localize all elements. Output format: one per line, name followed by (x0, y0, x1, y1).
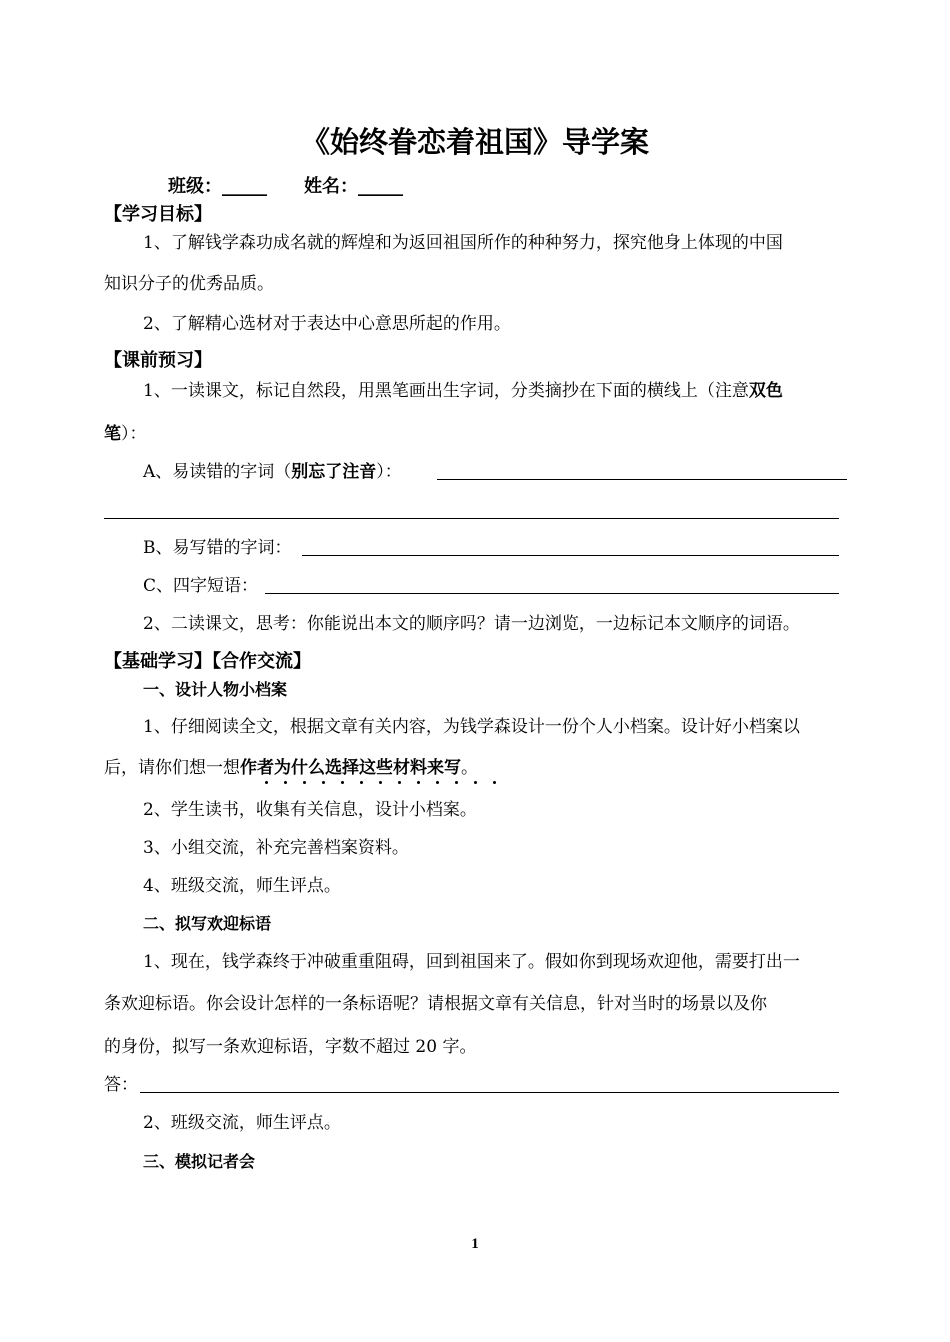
preview-c-answer-line[interactable] (265, 593, 839, 594)
answer-label: 答： (104, 1075, 138, 1095)
preview-b-answer-line[interactable] (302, 555, 839, 556)
preview-heading: 【课前预习】 (104, 350, 212, 371)
name-field-label: 姓名：_____ (304, 176, 403, 197)
objectives-heading: 【学习目标】 (104, 204, 212, 225)
page-number: 1 (471, 1236, 479, 1252)
preview-a-emphasis: 别忘了注音 (291, 462, 377, 482)
part-1-item-1-line-2 (104, 757, 478, 779)
preview-a-label (143, 461, 402, 483)
preview-c-label: C、四字短语： (143, 576, 259, 596)
part-2-item-1-line-3: 的身份，拟写一条欢迎标语，字数不超过 20 字。 (104, 1037, 477, 1057)
preview-1-emphasis: 双色 (748, 381, 783, 401)
basic-heading: 【基础学习】【合作交流】 (104, 651, 311, 672)
preview-1-line-2 (104, 423, 147, 445)
objective-1-line-2: 知识分子的优秀品质。 (104, 274, 274, 294)
preview-2: 2、二读课文，思考：你能说出本文的顺序吗？请一边浏览，一边标记本文顺序的词语。 (143, 614, 800, 634)
objective-1-line-1: 1、了解钱学森功成名就的辉煌和为返回祖国所作的种种努力，探究他身上体现的中国 (143, 233, 783, 253)
class-field-label: 班级：_____ (168, 176, 267, 197)
part-1-item-1-line-1: 1、仔细阅读全文，根据文章有关内容，为钱学森设计一份个人小档案。设计好小档案以 (143, 717, 800, 737)
part-1-item-3: 3、小组交流，补充完善档案资料。 (143, 838, 409, 858)
part-2-heading: 二、拟写欢迎标语 (143, 914, 272, 933)
preview-a-answer-line-2[interactable] (104, 518, 839, 519)
preview-1-text-cont: ）： (121, 424, 147, 444)
part-1-item-1-suffix: 。 (461, 758, 478, 778)
part-2-item-2: 2、班级交流，师生评点。 (143, 1113, 341, 1133)
part-1-item-4: 4、班级交流，师生评点。 (143, 876, 341, 896)
preview-a-answer-line-1[interactable] (437, 479, 847, 480)
part-3-heading: 三、模拟记者会 (143, 1152, 256, 1171)
objective-2: 2、了解精心选材对于表达中心意思所起的作用。 (143, 314, 511, 334)
preview-1-line-1 (143, 380, 783, 402)
part-1-item-2: 2、学生读书，收集有关信息，设计小档案。 (143, 800, 477, 820)
part-1-heading: 一、设计人物小档案 (143, 680, 288, 699)
preview-1-text: 1、一读课文，标记自然段，用黑笔画出生字词，分类摘抄在下面的横线上（注意 (143, 381, 749, 401)
part-2-item-1-line-2: 条欢迎标语。你会设计怎样的一条标语呢？请根据文章有关信息，针对当时的场景以及你 (104, 994, 767, 1014)
emphasis-dots (258, 781, 510, 785)
preview-b-label: B、易写错的字词： (143, 538, 292, 558)
slogan-answer-line[interactable] (140, 1092, 839, 1093)
part-1-item-1-emphasis: 作者为什么选择这些材料来写 (240, 758, 461, 778)
part-2-item-1-line-1: 1、现在，钱学森终于冲破重重阻碍，回到祖国来了。假如你到现场欢迎他，需要打出一 (143, 952, 800, 972)
preview-a-suffix: ）： (376, 462, 402, 482)
preview-1-emphasis-cont: 笔 (104, 424, 121, 444)
preview-a-prefix: A、易读错的字词（ (143, 462, 292, 482)
page-title: 《始终眷恋着祖国》导学案 (300, 125, 649, 159)
part-1-item-1-prefix: 后，请你们想一想 (104, 758, 240, 778)
